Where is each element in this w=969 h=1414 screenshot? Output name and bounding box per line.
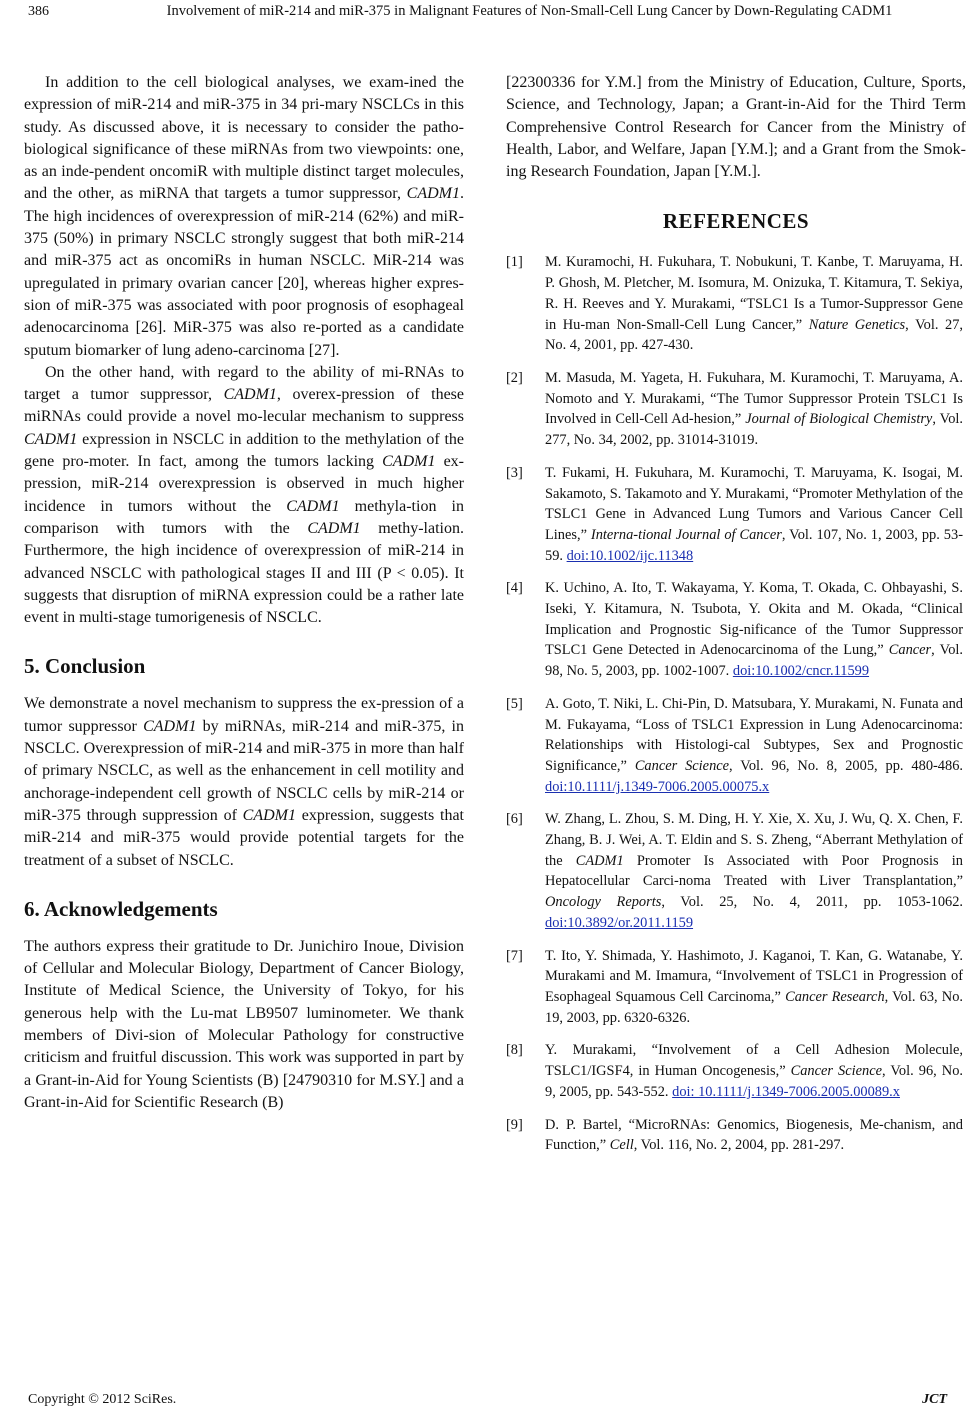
reference-number: [2]: [506, 370, 523, 386]
reference-doi-link[interactable]: doi: 10.1111/j.1349-7006.2005.00089.x: [672, 1083, 900, 1100]
gene-name: CADM1: [307, 519, 361, 537]
reference-authors-title: D. P. Bartel, “MicroRNAs: Genomics, Biogenesis, Me-chanism, and Function,”: [545, 1116, 963, 1154]
reference-item: [506, 1115, 966, 1156]
reference-item: [506, 694, 966, 798]
reference-item: [506, 368, 966, 451]
reference-details: , Vol. 96, No. 9, 2005, pp. 543-552.: [545, 1063, 963, 1100]
reference-number: [3]: [506, 464, 523, 481]
reference-journal: Cancer Science: [634, 757, 730, 774]
reference-text: [545, 1115, 963, 1156]
reference-details: , Vol. 107, No. 1, 2003, pp. 53-59.: [545, 526, 963, 564]
reference-details: , Vol. 63, No. 19, 2003, pp. 6320-6326.: [545, 988, 963, 1026]
reference-doi-link[interactable]: doi:10.1002/ijc.11348: [566, 547, 694, 564]
reference-authors-title: M. Masuda, M. Yageta, H. Fukuhara, M. Kuramochi, T. Maruyama, A. Nomoto and Y. Murakami, “The Tumor Suppressor Protein TSLC1 Is Involved in Cell-Cell Ad-hesion,”: [545, 370, 963, 428]
reference-details: , Vol. 277, No. 34, 2002, pp. 31014-31019.: [545, 411, 963, 449]
reference-number: [1]: [506, 254, 523, 271]
gene-name: CADM1: [223, 386, 277, 404]
reference-journal: Oncology Reports: [545, 894, 662, 911]
conclusion-paragraph: We demonstrate a novel mechanism to suppress the ex-pression of a tumor suppressor CADM1 by miRNAs, miR-214 and miR-375, in NSCLC. Overexpression of miR-214 and miR-375 in more than half of primary NSCLC, as well as the enhancement in cell motility and anchorage-independent cell growth of NSCLC cells by miR-214 or miR-375 through suppression of CADM1 expression, suggests that miR-214 and miR-375 would provide potential targets for the treatment of a subset of NSCLC.: [24, 695, 464, 869]
reference-doi-link[interactable]: doi:10.3892/or.2011.1159: [545, 914, 694, 931]
page-number: 386: [28, 4, 49, 19]
reference-number: [9]: [506, 1116, 523, 1133]
left-column: [24, 72, 464, 1114]
reference-details: , Vol. 27, No. 4, 2001, pp. 427-430.: [545, 316, 963, 354]
reference-journal: Cancer Research: [785, 988, 885, 1005]
reference-details: , Vol. 98, No. 5, 2003, pp. 1002-1007.: [545, 642, 963, 680]
reference-authors-title: Y. Murakami, “Involvement of a Cell Adhesion Molecule, TSLC1/IGSF4, in Human Oncogenesis,”: [545, 1042, 963, 1080]
references-heading: REFERENCES: [662, 209, 810, 234]
reference-list: [506, 252, 966, 1155]
reference-text: [545, 463, 963, 567]
reference-journal: Cancer Science: [790, 1063, 882, 1080]
reference-doi-link[interactable]: doi:10.1111/j.1349-7006.2005.00075.x: [545, 778, 770, 795]
reference-text: [545, 252, 963, 356]
reference-authors-title: A. Goto, T. Niki, L. Chi-Pin, D. Matsubara, Y. Murakami, N. Funata and M. Fukayama, “Loss of TSLC1 Expression in Lung Adenocarcinoma: Relationships with Histologi-cal Subtypes, Sex and Prognostic Significance,”: [545, 695, 963, 774]
reference-details: , Vol. 25, No. 4, 2011, pp. 1053-1062.: [661, 894, 963, 911]
reference-number: [5]: [506, 695, 523, 712]
reference-item: [506, 578, 966, 682]
reference-text: [545, 1040, 963, 1102]
reference-text: [545, 368, 963, 451]
reference-authors-title: T. Ito, Y. Shimada, Y. Hashimoto, J. Kaganoi, T. Kan, G. Watanabe, Y. Murakami and M. Imamura, “Involvement of TSLC1 in Progression of Esophageal Squamous Cell Carcinoma,”: [545, 947, 963, 1005]
gene-name: CADM1: [24, 430, 78, 448]
reference-text: [545, 578, 963, 682]
running-title: Involvement of miR-214 and miR-375 in Malignant Features of Non-Small-Cell Lung Cancer by Down-Regulating CADM1: [166, 3, 893, 19]
reference-text: [545, 946, 963, 1029]
acknowledgements-continued: [22300336 for Y.M.] from the Ministry of Education, Culture, Sports, Science, and Technology, Japan; a Grant-in-Aid for the Third Term Comprehensive Control Research for Cancer from the Ministry of Health, Labor, and Welfare, Japan [Y.M.]; and a Grant from the Smok-ing Research Foundation, Japan [Y.M.].: [506, 74, 966, 181]
gene-name: CADM1: [242, 806, 296, 824]
reference-item: [506, 946, 966, 1029]
discussion-paragraph-1: In addition to the cell biological analyses, we exam-ined the expression of miR-214 and miR-375 in 34 pri-mary NSCLCs in this study. As discussed above, it is necessary to consider the patho-biological significance of these miRNAs from two viewpoints: one, as an inde-pendent oncomiR with multiple distinct target molecules, and the other, as miRNA that targets a tumor suppressor, CADM1. The high incidences of overexpression of miR-214 (62%) and miR-375 (50%) in primary NSCLC strongly suggest that both miR-214 and miR-375 act as oncomiRs in human NSCLC. MiR-214 was upregulated in primary ovarian cancer [20], whereas higher expres-sion of miR-375 was associated with poor prognosis of esophageal adenocarcinoma [26]. MiR-375 was also re-ported as a candidate sputum biomarker of lung adeno-carcinoma [27].: [24, 74, 464, 359]
conclusion-heading: 5. Conclusion: [24, 654, 146, 679]
gene-name: CADM1: [382, 453, 436, 471]
right-column: [506, 72, 966, 1168]
reference-authors-title: M. Kuramochi, H. Fukuhara, T. Nobukuni, T. Kanbe, T. Maruyama, H. P. Ghosh, M. Pletcher, M. Isomura, M. Onizuka, T. Kitamura, T. Sekiya, R. H. Reeves and Y. Murakami, “TSLC1 Is a Tumor-Suppressor Gene in Hu-man Non-Small-Cell Lung Cancer,”: [545, 254, 963, 333]
reference-text: [545, 809, 963, 933]
reference-journal: CADM1: [575, 852, 624, 869]
gene-name: CADM1: [143, 717, 197, 735]
reference-journal: Interna-tional Journal of Cancer: [590, 526, 782, 543]
reference-number: [4]: [506, 580, 523, 597]
reference-details: , Vol. 116, No. 2, 2004, pp. 281-297.: [633, 1137, 845, 1154]
reference-authors-title: T. Fukami, H. Fukuhara, M. Kuramochi, T. Maruyama, K. Isogai, M. Sakamoto, S. Takamoto and Y. Murakami, “Promoter Methylation of the TSLC1 Gene in Advanced Lung Tumors and Various Cancer Cell Lines,”: [545, 464, 963, 543]
reference-authors-title: K. Uchino, A. Ito, T. Wakayama, Y. Koma, T. Okada, C. Ohbayashi, S. Iseki, Y. Kitamura, N. Tsubota, Y. Okita and M. Okada, “Clinical Implication and Prognostic Sig-nificance of the Tumor Suppressor TSLC1 Gene Detected in Adenocarcinoma of the Lung,”: [545, 580, 963, 659]
copyright-notice: Copyright © 2012 SciRes.: [28, 1392, 177, 1407]
reference-journal: Cancer: [888, 642, 932, 659]
reference-details: Promoter Is Associated with Poor Prognosis in Hepatocellular Carci-noma Treated with Liver Transplantation,”: [545, 852, 963, 890]
gene-name: CADM1: [406, 185, 460, 203]
reference-item: [506, 463, 966, 567]
reference-number: [8]: [506, 1042, 523, 1059]
acknowledgements-heading: 6. Acknowledgements: [24, 896, 218, 921]
reference-authors-title: W. Zhang, L. Zhou, S. M. Ding, H. Y. Xie, X. Xu, J. Wu, Q. X. Chen, F. Zhang, B. J. Wei, A. T. Eldin and S. S. Zheng, “Aberrant Methylation of the: [545, 811, 963, 869]
reference-details: , Vol. 96, No. 8, 2005, pp. 480-486.: [729, 757, 963, 774]
reference-doi-link[interactable]: doi:10.1002/cncr.11599: [732, 663, 870, 680]
reference-number: [6]: [506, 811, 523, 828]
reference-number: [7]: [506, 947, 523, 964]
reference-journal: Journal of Biological Chemistry: [745, 411, 933, 428]
acknowledgements-paragraph: The authors express their gratitude to Dr. Junichiro Inoue, Division of Cellular and Molecular Biology, Department of Cancer Biology, Institute of Medical Science, the University of Tokyo, for his generous help with the Lu-mat LB9507 luminometer. We thank members of Divi-sion of Molecular Pathology for constructive criticism and fruitful discussion. This work was supported in part by a Grant-in-Aid for Young Scientists (B) [24790310 for M.SY.] and a Grant-in-Aid for Scientific Research (B): [24, 937, 464, 1111]
gene-name: CADM1: [286, 497, 340, 515]
discussion-paragraph-2: On the other hand, with regard to the ability of mi-RNAs to target a tumor suppressor, CADM1, overex-pression of these miRNAs could provide a novel mo-lecular mechanism to suppress CADM1 expression in NSCLC in addition to the methylation of the gene pro-moter. In fact, among the tumors lacking CADM1 ex-pression, miR-214 overexpression is observed in much higher incidence in tumors without the CADM1 methyla-tion in comparison with tumors with the CADM1 methy-lation. Furthermore, the high incidence of overexpression of miR-214 in advanced NSCLC with pathological stages II and III (P < 0.05). It suggests that disruption of miRNA expression could be a rather late event in multi-stage tumorigenesis of NSCLC.: [24, 363, 465, 627]
reference-item: [506, 809, 966, 933]
reference-text: [545, 694, 963, 798]
reference-item: [506, 252, 966, 356]
reference-item: [506, 1040, 966, 1102]
journal-abbreviation: JCT: [922, 1392, 947, 1407]
reference-journal: Nature Genetics: [808, 316, 906, 333]
reference-journal: Cell: [609, 1137, 634, 1154]
